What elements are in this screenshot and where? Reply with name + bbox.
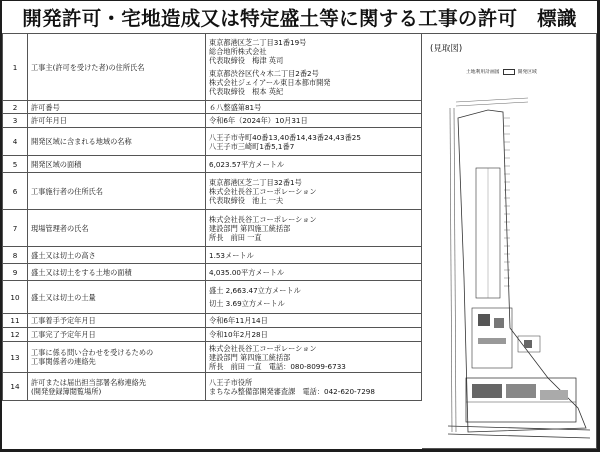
row-value — [206, 128, 422, 156]
table-row — [3, 328, 422, 342]
row-label: 許可年月日 — [28, 114, 206, 128]
row-label: 工事施行者の住所氏名 — [28, 173, 206, 210]
row-value — [206, 34, 422, 101]
permit-info-table — [2, 33, 422, 401]
row-number: 10 — [3, 281, 28, 314]
row-label: 工事完了予定年月日 — [28, 328, 206, 342]
row-value-line: 株式会社ジェイアール東日本都市開発 — [209, 78, 331, 87]
row-label: 開発区域に含まれる地域の名称 — [28, 128, 206, 156]
table-row — [3, 210, 422, 247]
row-value — [206, 328, 422, 342]
row-value-line: ６八整盛第81号 — [209, 102, 262, 112]
row-value-line: 建設部門 第四施工統括部 — [209, 223, 291, 233]
row-value-line: 代表取締役 梅津 英司 — [209, 56, 284, 65]
row-value-line: 八王子市三崎町1番5,1番7 — [209, 141, 295, 151]
row-value — [206, 156, 422, 173]
table-row — [3, 342, 422, 373]
row-number: 12 — [3, 328, 28, 342]
row-value — [206, 210, 422, 247]
table-row — [3, 34, 422, 101]
table-row — [3, 314, 422, 328]
table-row — [3, 281, 422, 314]
row-label: 開発区域の面積 — [28, 156, 206, 173]
row-number: 4 — [3, 128, 28, 156]
row-value-line: 令和10年2月28日 — [209, 330, 268, 339]
row-value — [206, 247, 422, 264]
row-number: 9 — [3, 264, 28, 281]
row-value-line: 令和6年11月14日 — [209, 316, 268, 325]
row-number: 2 — [3, 101, 28, 114]
row-label: 盛土又は切土の土量 — [28, 281, 206, 314]
table-row — [3, 101, 422, 114]
row-value-line: 株式会社長谷工コーポレーション — [209, 343, 317, 353]
table-row — [3, 114, 422, 128]
table-row — [3, 156, 422, 173]
map-legend-box-label: 開発区域 — [517, 70, 537, 75]
row-value-line: 代表取締役 池上 一夫 — [209, 195, 284, 205]
site-map-title: (見取図) — [430, 44, 463, 54]
row-label: 工事に係る問い合わせを受けるための 工事関係者の連絡先 — [28, 342, 206, 373]
row-value-line: 東京都渋谷区代々木二丁目2番2号 — [209, 69, 319, 78]
map-legend — [466, 68, 537, 75]
row-number: 1 — [3, 34, 28, 101]
row-value-line: 株式会社長谷工コーポレーション — [209, 186, 317, 196]
row-number: 5 — [3, 156, 28, 173]
row-value-line: 切土 3.69立方メートル — [209, 299, 285, 308]
sign-title: 開発許可・宅地造成又は特定盛土等に関する工事の許可 標識 — [22, 7, 577, 30]
row-value — [206, 114, 422, 128]
row-number: 13 — [3, 342, 28, 373]
row-label: 許可または届出担当部署名称連絡先 (開発登録簿閲覧場所) — [28, 373, 206, 401]
row-value — [206, 314, 422, 328]
row-value-line: 盛土 2,663.47立方メートル — [209, 286, 301, 295]
table-row — [3, 173, 422, 210]
row-value-line: 所長 前田 一直 — [209, 232, 262, 242]
row-value-line: 1.53メートル — [209, 250, 254, 260]
row-label: 許可番号 — [28, 101, 206, 114]
row-value-line: 総合地所株式会社 — [209, 47, 267, 56]
map-legend-label: 土地利用計画図 — [466, 70, 500, 75]
row-value — [206, 373, 422, 401]
row-number: 14 — [3, 373, 28, 401]
permit-sign-board — [2, 1, 597, 449]
row-value-line: 東京都港区芝二丁目32番1号 — [209, 177, 302, 187]
row-label: 工事着手予定年月日 — [28, 314, 206, 328]
row-label: 現場管理者の氏名 — [28, 210, 206, 247]
row-label: 盛土又は切土の高さ — [28, 247, 206, 264]
row-value — [206, 264, 422, 281]
row-number: 8 — [3, 247, 28, 264]
row-value — [206, 342, 422, 373]
row-value — [206, 101, 422, 114]
row-value-line: 4,035.00平方メートル — [209, 267, 285, 277]
row-value-line: 八王子市役所 — [209, 377, 253, 387]
row-value-line: 八王子市寺町40番13,40番14,43番24,43番25 — [209, 132, 361, 142]
row-value — [206, 173, 422, 210]
row-value-line: 東京都港区芝二丁目31番19号 — [209, 38, 307, 47]
row-value-line: まちなみ整備部開発審査課 電話：042-620-7298 — [209, 386, 375, 396]
row-label: 工事主(許可を受けた者)の住所氏名 — [28, 34, 206, 101]
row-value — [206, 281, 422, 314]
row-value-line: 代表取締役 根本 英紀 — [209, 87, 284, 96]
row-number: 7 — [3, 210, 28, 247]
row-value-line: 6,023.57平方メートル — [209, 159, 285, 169]
table-row — [3, 373, 422, 401]
row-value-line: 建設部門 第四施工統括部 — [209, 352, 291, 362]
legend-box-icon — [503, 69, 515, 75]
sign-header — [2, 1, 597, 34]
row-number: 3 — [3, 114, 28, 128]
site-map-panel — [422, 33, 597, 449]
table-row — [3, 264, 422, 281]
row-number: 11 — [3, 314, 28, 328]
table-row — [3, 247, 422, 264]
row-value-line: 所長 前田 一直 電話：080-8099-6733 — [209, 361, 346, 371]
row-value-line: 株式会社長谷工コーポレーション — [209, 214, 317, 224]
site-plan-drawing — [428, 78, 593, 444]
row-label: 盛土又は切土をする土地の面積 — [28, 264, 206, 281]
table-row — [3, 128, 422, 156]
row-value-line: 令和6年（2024年）10月31日 — [209, 116, 308, 125]
row-number: 6 — [3, 173, 28, 210]
